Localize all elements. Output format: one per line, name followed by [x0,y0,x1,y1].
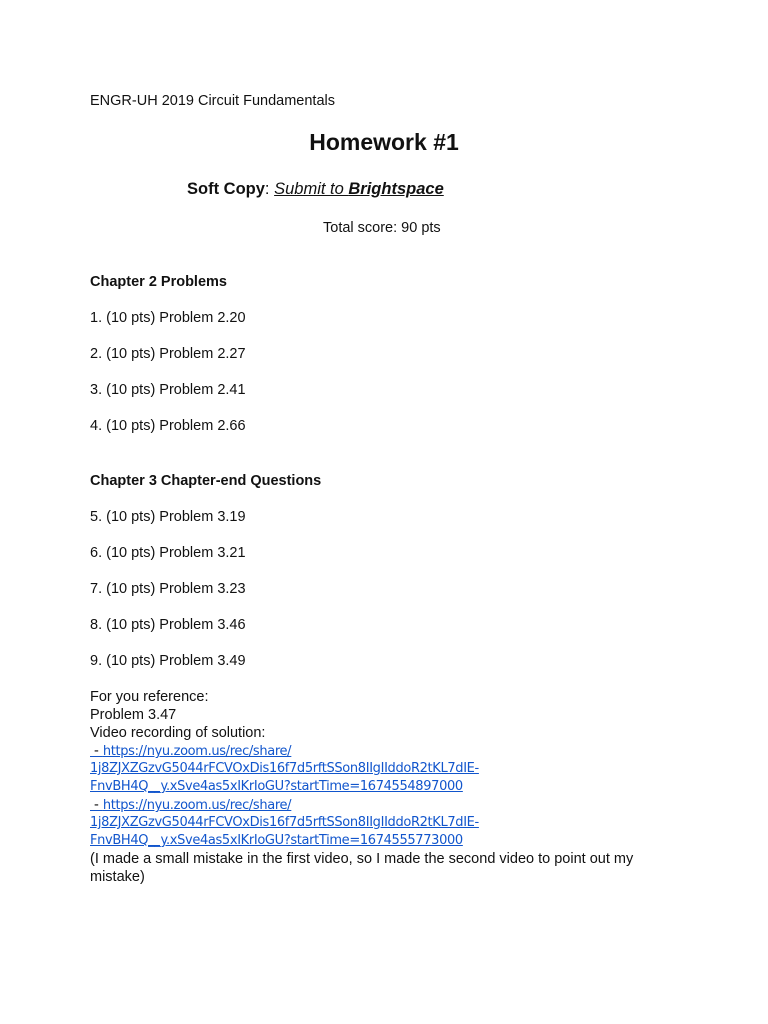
submission-platform: Brightspace [348,180,444,198]
chapter3-item-8: 8. (10 pts) Problem 3.46 [90,617,246,633]
submission-colon: : [264,180,275,198]
chapter2-item-2: 2. (10 pts) Problem 2.27 [90,346,246,362]
video-link-1-line-3[interactable]: FnvBH4Q__y.xSve4as5xIKrIoGU?startTime=1674554897000 [90,779,463,794]
chapter3-item-5: 5. (10 pts) Problem 3.19 [90,509,246,525]
reference-section [90,688,690,886]
reference-problem: Problem 3.47 [90,707,177,723]
video-link-1-line-1[interactable] [90,742,690,760]
video-link-2-line-3[interactable]: FnvBH4Q__y.xSve4as5xIKrIoGU?startTime=1674555773000 [90,833,463,848]
chapter2-item-4: 4. (10 pts) Problem 2.66 [90,418,246,434]
video-link-1-text-1[interactable]: https://nyu.zoom.us/rec/share/ [102,744,292,759]
link-2-dash: - [90,797,103,813]
chapter3-heading: Chapter 3 Chapter-end Questions [90,473,322,489]
chapter2-item-1: 1. (10 pts) Problem 2.20 [90,310,246,326]
chapter3-item-9: 9. (10 pts) Problem 3.49 [90,653,246,669]
video-link-1[interactable] [90,742,690,796]
video-link-2-line-2[interactable]: 1j8ZJXZGzvG5044rFCVOxDis16f7d5rftSSon8IIgIIddoR2tKL7dIE- [90,815,479,830]
course-title: ENGR-UH 2019 Circuit Fundamentals [90,93,335,109]
video-link-2-text-1[interactable]: https://nyu.zoom.us/rec/share/ [102,798,292,813]
submission-label: Soft Copy [187,180,265,198]
reference-note: (I made a small mistake in the first video, so I made the second video to point out my mistake) [90,851,634,885]
chapter3-item-7: 7. (10 pts) Problem 3.23 [90,581,246,597]
chapter3-item-6: 6. (10 pts) Problem 3.21 [90,545,246,561]
total-score: Total score: 90 pts [323,220,441,236]
video-link-1-line-2[interactable]: 1j8ZJXZGzvG5044rFCVOxDis16f7d5rftSSon8IIgIIddoR2tKL7dIE- [90,761,479,776]
link-1-dash: - [90,743,103,759]
reference-video-label: Video recording of solution: [90,725,266,741]
submission-text: Submit to [274,180,349,198]
video-link-2[interactable] [90,796,690,850]
video-link-2-line-1[interactable] [90,796,690,814]
chapter2-item-3: 3. (10 pts) Problem 2.41 [90,382,246,398]
page-title [0,127,768,157]
reference-intro: For you reference: [90,689,209,705]
submission-instructions [187,179,444,200]
chapter2-heading: Chapter 2 Problems [90,274,227,290]
page-title-text: Homework #1 [309,129,459,155]
